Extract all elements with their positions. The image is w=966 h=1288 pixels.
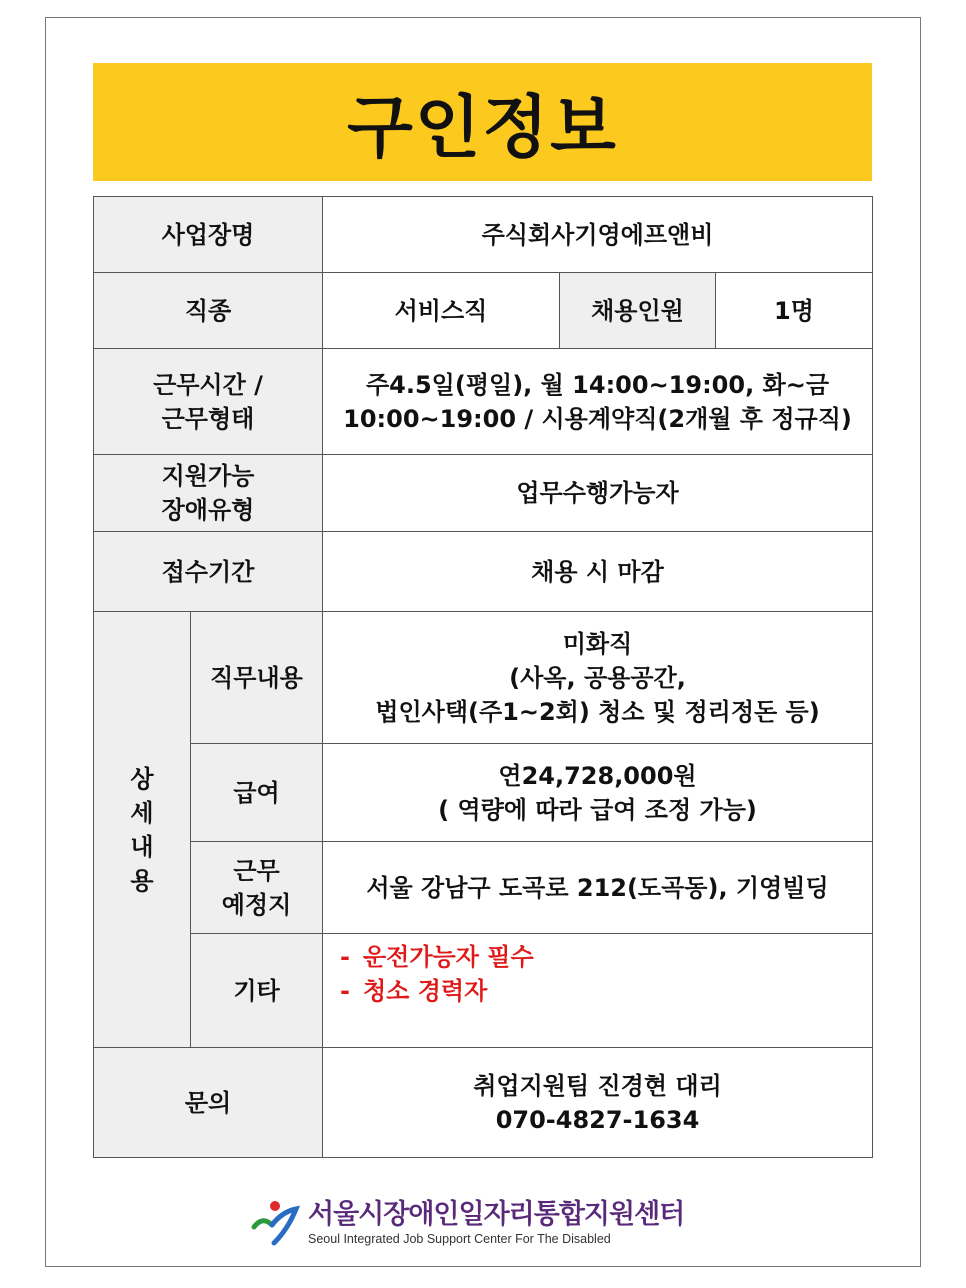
row-contact bbox=[94, 1048, 873, 1158]
page-title: 구인정보 bbox=[347, 88, 618, 168]
details-label-char: 상 bbox=[130, 764, 154, 793]
contact-label: 문의 bbox=[94, 1048, 323, 1158]
pay-label: 급여 bbox=[191, 744, 323, 842]
etc-bullet: - bbox=[340, 942, 350, 971]
jobtype-label: 직종 bbox=[94, 273, 323, 349]
duty-value bbox=[323, 612, 873, 744]
etc-item bbox=[327, 940, 868, 974]
location-label-line1: 근무 bbox=[233, 856, 280, 885]
period-label: 접수기간 bbox=[94, 532, 323, 612]
contact-value bbox=[323, 1048, 873, 1158]
etc-item bbox=[327, 974, 868, 1008]
row-company bbox=[94, 197, 873, 273]
details-label-char: 용 bbox=[130, 866, 154, 895]
row-duty bbox=[94, 612, 873, 744]
duty-value-line2: (사옥, 공용공간, bbox=[509, 663, 686, 692]
row-jobtype bbox=[94, 273, 873, 349]
details-label-char: 세 bbox=[130, 798, 154, 827]
disability-value: 업무수행가능자 bbox=[323, 455, 873, 532]
hours-label-line1: 근무시간 / bbox=[153, 370, 263, 399]
etc-item-text: 청소 경력자 bbox=[363, 976, 488, 1005]
hours-value-line2: 10:00~19:00 / 시용계약직(2개월 후 정규직) bbox=[343, 404, 852, 433]
footer-logo bbox=[250, 1196, 730, 1250]
headcount-label: 채용인원 bbox=[560, 273, 716, 349]
row-disability bbox=[94, 455, 873, 532]
details-label-char: 내 bbox=[130, 832, 154, 861]
disability-label-line2: 장애유형 bbox=[161, 496, 255, 524]
location-label-line2: 예정지 bbox=[221, 890, 292, 919]
pay-value bbox=[323, 744, 873, 842]
hours-value bbox=[323, 349, 873, 455]
etc-label: 기타 bbox=[191, 934, 323, 1048]
disability-label bbox=[94, 455, 323, 532]
etc-value bbox=[323, 934, 873, 1048]
pay-value-line1: 연24,728,000원 bbox=[498, 761, 697, 790]
hours-value-line1: 주4.5일(평일), 월 14:00~19:00, 화~금 bbox=[365, 370, 830, 399]
location-value: 서울 강남구 도곡로 212(도곡동), 기영빌딩 bbox=[323, 842, 873, 934]
jobtype-value: 서비스직 bbox=[323, 273, 560, 349]
duty-label: 직무내용 bbox=[191, 612, 323, 744]
duty-value-line3: 법인사택(주1~2회) 청소 및 정리정돈 등) bbox=[375, 697, 820, 726]
disability-label-line1: 지원가능 bbox=[161, 462, 255, 490]
duty-value-line1: 미화직 bbox=[562, 629, 633, 658]
etc-bullet: - bbox=[340, 976, 350, 1005]
job-info-table bbox=[93, 196, 873, 1158]
hours-label bbox=[94, 349, 323, 455]
contact-value-line1: 취업지원팀 진경현 대리 bbox=[473, 1071, 722, 1100]
headcount-value: 1명 bbox=[716, 273, 873, 349]
seoul-logo-icon bbox=[250, 1197, 302, 1249]
pay-value-line2: ( 역량에 따라 급여 조정 가능) bbox=[438, 795, 757, 824]
details-label bbox=[94, 612, 191, 1048]
etc-item-text: 운전가능자 필수 bbox=[363, 942, 534, 971]
location-label bbox=[191, 842, 323, 934]
contact-value-line2: 070-4827-1634 bbox=[495, 1105, 700, 1134]
row-hours bbox=[94, 349, 873, 455]
footer-org-english: Seoul Integrated Job Support Center For The Disabled bbox=[308, 1232, 611, 1246]
row-location bbox=[94, 842, 873, 934]
hours-label-line2: 근무형태 bbox=[161, 404, 255, 433]
company-value: 주식회사기영에프앤비 bbox=[323, 197, 873, 273]
row-etc bbox=[94, 934, 873, 1048]
row-period bbox=[94, 532, 873, 612]
footer-org-korean: 서울시장애인일자리통합지원센터 bbox=[308, 1199, 685, 1230]
company-label: 사업장명 bbox=[94, 197, 323, 273]
title-banner bbox=[93, 63, 872, 181]
period-value: 채용 시 마감 bbox=[323, 532, 873, 612]
row-pay bbox=[94, 744, 873, 842]
